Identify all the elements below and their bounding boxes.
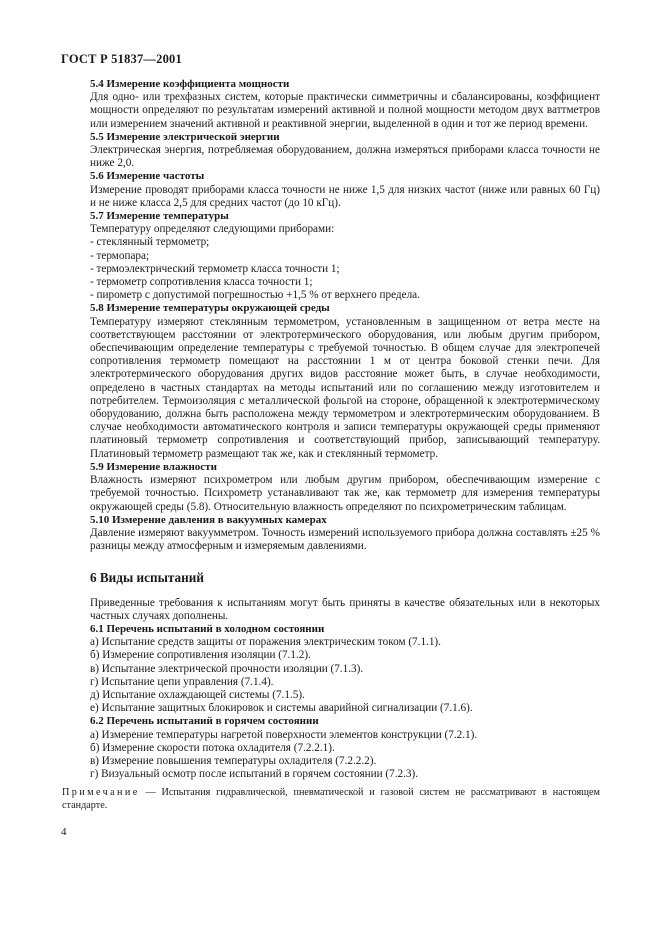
section-5-8 (90, 302, 600, 460)
section-text: Для одно- или трехфазных систем, которые практически симметричны и сбалансированы, коэффициент мощности определяют по результатам измерений активной и полной мощности методом двух ваттметров или измерением значений активной и реактивной энергии, выделенной в один и тот же период времени. (90, 91, 600, 130)
list-item: е) Испытание защитных блокировок и системы аварийной сигнализации (7.1.6). (90, 702, 473, 715)
list-item: б) Измерение скорости потока охладителя (7.2.2.1). (90, 741, 335, 754)
note (62, 787, 600, 811)
section-5-5 (90, 131, 600, 171)
document-header: ГОСТ Р 51837—2001 (61, 52, 182, 66)
section-5-9 (90, 461, 600, 514)
list-item: г) Испытание цепи управления (7.1.4). (90, 675, 274, 688)
section-5-10 (90, 514, 600, 554)
list-item: б) Измерение сопротивления изоляции (7.1.2). (90, 649, 311, 662)
list-item: в) Испытание электрической прочности изоляции (7.1.3). (90, 662, 364, 675)
list-item: - стеклянный термометр; (90, 236, 210, 249)
section-6-intro: Приведенные требования к испытаниям могут быть приняты в качестве обязательных или в некоторых частных случаях дополнены. (90, 596, 600, 622)
list-item: д) Испытание охлаждающей системы (7.1.5). (90, 688, 305, 701)
section-title: 5.5 Измерение электрической энергии (90, 130, 280, 143)
section-text: Влажность измеряют психрометром или любым другим прибором, обеспечивающим измерение с требуемой точностью. Психрометр устанавливают так же, как термометр для измерения температуры окружающей среды (5.8). Относительную влажность определяют по психрометрическим таблицам. (90, 474, 600, 513)
section-5-4 (90, 78, 600, 131)
page-number: 4 (61, 826, 67, 838)
section-title: 5.8 Измерение температуры окружающей среды (90, 302, 330, 315)
section-text: Температуру определяют следующими приборами: (90, 223, 335, 236)
list-item: - термопара; (90, 249, 150, 262)
list-item: г) Визуальный осмотр после испытаний в горячем состоянии (7.2.3). (90, 768, 419, 781)
section-title: 5.7 Измерение температуры (90, 210, 229, 223)
list-item: а) Измерение температуры нагретой поверхности элементов конструкции (7.2.1). (90, 728, 478, 741)
list-item: а) Испытание средств защиты от поражения электрическим током (7.1.1). (90, 636, 441, 649)
section-title: 5.4 Измерение коэффициента мощности (90, 78, 290, 90)
section-text: Электрическая энергия, потребляемая оборудованием, должна измеряться приборами класса точности не ниже 2,0. (90, 144, 600, 170)
hot-tests-title: 6.2 Перечень испытаний в горячем состоянии (90, 715, 319, 728)
section-title: 5.10 Измерение давления в вакуумных камерах (90, 513, 327, 526)
list-item: - термометр сопротивления класса точности 1; (90, 276, 313, 289)
section-text: Давление измеряют вакуумметром. Точность измерений используемого прибора должна составлять ±25 % разницы между атмосферным и измеряемым давлениями. (90, 526, 600, 553)
cold-tests-title: 6.1 Перечень испытаний в холодном состоянии (90, 622, 325, 635)
section-6-title: 6 Виды испытаний (90, 570, 204, 586)
section-title: 5.9 Измерение влажности (90, 460, 217, 473)
list-item: - пирометр с допустимой погрешностью +1,5 % от верхнего предела. (90, 289, 420, 302)
section-5-6 (90, 170, 600, 210)
note-label: Примечание (62, 787, 140, 799)
hot-tests-list (90, 729, 600, 782)
section-title: 5.6 Измерение частоты (90, 170, 205, 183)
section-5-7 (90, 210, 600, 302)
temperature-instrument-list (90, 236, 600, 302)
section-text: Измерение проводят приборами класса точности не ниже 1,5 для низких частот (ниже или равных 60 Гц) и не ниже класса 2,5 для средних частот (до 10 кГц). (90, 183, 600, 209)
section-text: Температуру измеряют стеклянным термометром, установленным в защищенном от ветра месте на соответствующем расстоянии от электротермического оборудования, или любым другим прибором, обеспечивающим определение температуры с требуемой точностью. В общем случае для электропечей сопротивления термометр помещают на расстоянии 1 м от центра боковой стенки печи. Для электротермического оборудования других видов расстояние может быть, в случае необходимости, определено в частных стандартах на методы испытаний или по соглашению между изготовителем и потребителем. Термоизоляция с металлической фольгой на стороне, обращенной к электротермическому оборудованию, должна быть расположена между термометром и электротермическим оборудованием. В случае необходимости автоматического контроля и записи температуры окружающей среды применяют платиновый термометр сопротивления и соответствующий прибор, записывающий температуру. Платиновый термометр размещают так же, как и стеклянный термометр. (90, 315, 600, 460)
cold-tests-list (90, 636, 600, 715)
note-text: — Испытания гидравлической, пневматической и газовой систем не рассматривают в настоящем стандарте. (62, 787, 600, 811)
page-body (62, 78, 600, 812)
list-item: в) Измерение повышения температуры охладителя (7.2.2.2). (90, 754, 377, 767)
list-item: - термоэлектрический термометр класса точности 1; (90, 262, 340, 275)
